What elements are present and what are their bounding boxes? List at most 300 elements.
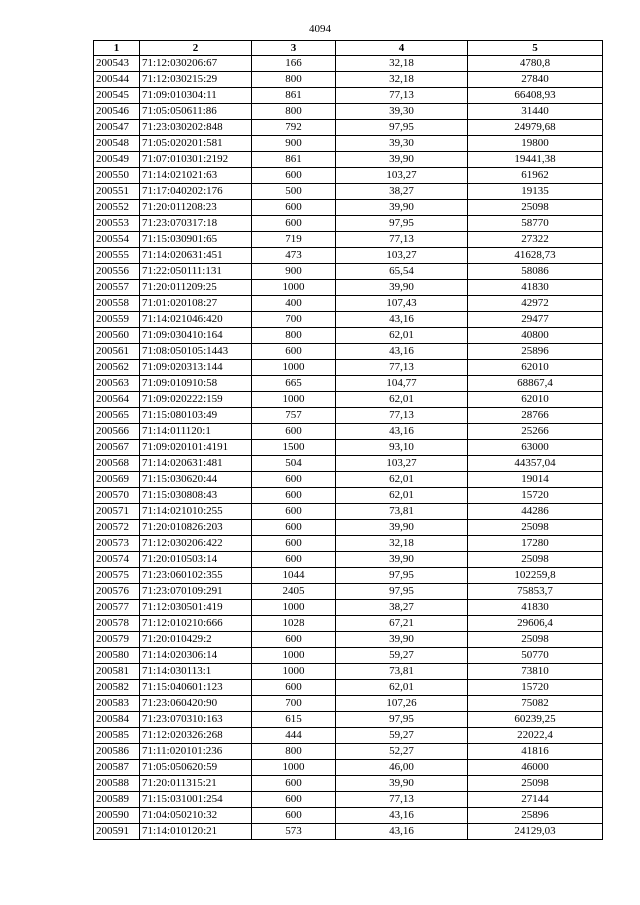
rate-cell: 32,18 — [336, 56, 468, 72]
quantity-cell: 665 — [252, 376, 336, 392]
quantity-cell: 600 — [252, 776, 336, 792]
quantity-cell: 900 — [252, 264, 336, 280]
rate-cell: 73,81 — [336, 504, 468, 520]
cadastral-number-cell: 71:09:010910:58 — [140, 376, 252, 392]
cadastral-number-cell: 71:12:030206:422 — [140, 536, 252, 552]
table-row — [94, 312, 603, 328]
rate-cell: 97,95 — [336, 216, 468, 232]
amount-cell: 19014 — [468, 472, 603, 488]
table-row — [94, 88, 603, 104]
cadastral-number-cell: 71:15:030808:43 — [140, 488, 252, 504]
cadastral-number-cell: 71:07:010301:2192 — [140, 152, 252, 168]
quantity-cell: 1044 — [252, 568, 336, 584]
row-number-cell: 200583 — [94, 696, 140, 712]
rate-cell: 38,27 — [336, 600, 468, 616]
quantity-cell: 800 — [252, 104, 336, 120]
amount-cell: 24979,68 — [468, 120, 603, 136]
row-number-cell: 200589 — [94, 792, 140, 808]
cadastral-number-cell: 71:09:020313:144 — [140, 360, 252, 376]
rate-cell: 39,90 — [336, 520, 468, 536]
row-number-cell: 200586 — [94, 744, 140, 760]
table-row — [94, 440, 603, 456]
amount-cell: 22022,4 — [468, 728, 603, 744]
row-number-cell: 200575 — [94, 568, 140, 584]
rate-cell: 77,13 — [336, 88, 468, 104]
amount-cell: 41628,73 — [468, 248, 603, 264]
quantity-cell: 600 — [252, 536, 336, 552]
cadastral-number-cell: 71:14:030113:1 — [140, 664, 252, 680]
table-row — [94, 776, 603, 792]
amount-cell: 29477 — [468, 312, 603, 328]
table-row — [94, 808, 603, 824]
table-row — [94, 616, 603, 632]
cadastral-number-cell: 71:22:050111:131 — [140, 264, 252, 280]
rate-cell: 107,43 — [336, 296, 468, 312]
table-header — [94, 41, 603, 56]
row-number-cell: 200549 — [94, 152, 140, 168]
quantity-cell: 600 — [252, 200, 336, 216]
table-row — [94, 216, 603, 232]
quantity-cell: 900 — [252, 136, 336, 152]
quantity-cell: 600 — [252, 488, 336, 504]
amount-cell: 25098 — [468, 776, 603, 792]
amount-cell: 25098 — [468, 520, 603, 536]
column-header: 5 — [468, 41, 603, 56]
row-number-cell: 200572 — [94, 520, 140, 536]
rate-cell: 107,26 — [336, 696, 468, 712]
row-number-cell: 200548 — [94, 136, 140, 152]
cadastral-number-cell: 71:14:020631:451 — [140, 248, 252, 264]
table-row — [94, 488, 603, 504]
row-number-cell: 200590 — [94, 808, 140, 824]
table-row — [94, 120, 603, 136]
amount-cell: 31440 — [468, 104, 603, 120]
cadastral-number-cell: 71:23:060102:355 — [140, 568, 252, 584]
amount-cell: 60239,25 — [468, 712, 603, 728]
table-row — [94, 760, 603, 776]
rate-cell: 77,13 — [336, 792, 468, 808]
cadastral-number-cell: 71:15:040601:123 — [140, 680, 252, 696]
amount-cell: 25098 — [468, 632, 603, 648]
row-number-cell: 200563 — [94, 376, 140, 392]
row-number-cell: 200568 — [94, 456, 140, 472]
row-number-cell: 200588 — [94, 776, 140, 792]
table-row — [94, 232, 603, 248]
rate-cell: 62,01 — [336, 680, 468, 696]
rate-cell: 103,27 — [336, 168, 468, 184]
rate-cell: 46,00 — [336, 760, 468, 776]
cadastral-number-cell: 71:14:021010:255 — [140, 504, 252, 520]
row-number-cell: 200574 — [94, 552, 140, 568]
cadastral-number-cell: 71:15:031001:254 — [140, 792, 252, 808]
rate-cell: 52,27 — [336, 744, 468, 760]
row-number-cell: 200571 — [94, 504, 140, 520]
cadastral-number-cell: 71:09:020222:159 — [140, 392, 252, 408]
cadastral-number-cell: 71:20:010503:14 — [140, 552, 252, 568]
cadastral-number-cell: 71:04:050210:32 — [140, 808, 252, 824]
table-row — [94, 328, 603, 344]
rate-cell: 62,01 — [336, 488, 468, 504]
rate-cell: 43,16 — [336, 824, 468, 840]
cadastral-number-cell: 71:17:040202:176 — [140, 184, 252, 200]
cadastral-number-cell: 71:12:030206:67 — [140, 56, 252, 72]
cadastral-number-cell: 71:23:070310:163 — [140, 712, 252, 728]
amount-cell: 25896 — [468, 808, 603, 824]
cadastral-number-cell: 71:15:030901:65 — [140, 232, 252, 248]
rate-cell: 67,21 — [336, 616, 468, 632]
amount-cell: 61962 — [468, 168, 603, 184]
quantity-cell: 600 — [252, 792, 336, 808]
table-row — [94, 728, 603, 744]
row-number-cell: 200579 — [94, 632, 140, 648]
cadastral-number-cell: 71:23:060420:90 — [140, 696, 252, 712]
quantity-cell: 600 — [252, 552, 336, 568]
quantity-cell: 1000 — [252, 760, 336, 776]
rate-cell: 77,13 — [336, 360, 468, 376]
row-number-cell: 200553 — [94, 216, 140, 232]
amount-cell: 75082 — [468, 696, 603, 712]
quantity-cell: 600 — [252, 808, 336, 824]
row-number-cell: 200561 — [94, 344, 140, 360]
row-number-cell: 200550 — [94, 168, 140, 184]
amount-cell: 40800 — [468, 328, 603, 344]
row-number-cell: 200566 — [94, 424, 140, 440]
cadastral-number-cell: 71:20:010826:203 — [140, 520, 252, 536]
rate-cell: 43,16 — [336, 312, 468, 328]
row-number-cell: 200587 — [94, 760, 140, 776]
amount-cell: 41830 — [468, 280, 603, 296]
row-number-cell: 200547 — [94, 120, 140, 136]
amount-cell: 27144 — [468, 792, 603, 808]
table-row — [94, 376, 603, 392]
rate-cell: 39,90 — [336, 200, 468, 216]
quantity-cell: 400 — [252, 296, 336, 312]
quantity-cell: 166 — [252, 56, 336, 72]
quantity-cell: 600 — [252, 424, 336, 440]
amount-cell: 19441,38 — [468, 152, 603, 168]
amount-cell: 46000 — [468, 760, 603, 776]
rate-cell: 93,10 — [336, 440, 468, 456]
table-row — [94, 56, 603, 72]
quantity-cell: 800 — [252, 328, 336, 344]
quantity-cell: 1028 — [252, 616, 336, 632]
quantity-cell: 600 — [252, 344, 336, 360]
cadastral-number-cell: 71:14:020306:14 — [140, 648, 252, 664]
row-number-cell: 200581 — [94, 664, 140, 680]
rate-cell: 103,27 — [336, 456, 468, 472]
row-number-cell: 200582 — [94, 680, 140, 696]
quantity-cell: 800 — [252, 744, 336, 760]
table-row — [94, 168, 603, 184]
row-number-cell: 200577 — [94, 600, 140, 616]
amount-cell: 102259,8 — [468, 568, 603, 584]
rate-cell: 104,77 — [336, 376, 468, 392]
row-number-cell: 200591 — [94, 824, 140, 840]
amount-cell: 68867,4 — [468, 376, 603, 392]
table-row — [94, 392, 603, 408]
quantity-cell: 1000 — [252, 280, 336, 296]
amount-cell: 75853,7 — [468, 584, 603, 600]
rate-cell: 39,30 — [336, 104, 468, 120]
rate-cell: 39,90 — [336, 776, 468, 792]
quantity-cell: 2405 — [252, 584, 336, 600]
cadastral-number-cell: 71:12:030501:419 — [140, 600, 252, 616]
quantity-cell: 600 — [252, 216, 336, 232]
table-row — [94, 424, 603, 440]
amount-cell: 15720 — [468, 680, 603, 696]
cadastral-number-cell: 71:20:011208:23 — [140, 200, 252, 216]
row-number-cell: 200554 — [94, 232, 140, 248]
table-row — [94, 632, 603, 648]
cadastral-number-cell: 71:14:010120:21 — [140, 824, 252, 840]
quantity-cell: 600 — [252, 520, 336, 536]
row-number-cell: 200570 — [94, 488, 140, 504]
row-number-cell: 200584 — [94, 712, 140, 728]
cadastral-number-cell: 71:09:010304:11 — [140, 88, 252, 104]
quantity-cell: 444 — [252, 728, 336, 744]
rate-cell: 32,18 — [336, 72, 468, 88]
amount-cell: 19800 — [468, 136, 603, 152]
rate-cell: 32,18 — [336, 536, 468, 552]
table-row — [94, 360, 603, 376]
cadastral-number-cell: 71:12:010210:666 — [140, 616, 252, 632]
amount-cell: 27840 — [468, 72, 603, 88]
quantity-cell: 700 — [252, 312, 336, 328]
rate-cell: 39,90 — [336, 552, 468, 568]
amount-cell: 63000 — [468, 440, 603, 456]
table-row — [94, 584, 603, 600]
row-number-cell: 200544 — [94, 72, 140, 88]
amount-cell: 28766 — [468, 408, 603, 424]
cadastral-number-cell: 71:23:070317:18 — [140, 216, 252, 232]
table-row — [94, 552, 603, 568]
amount-cell: 62010 — [468, 360, 603, 376]
rate-cell: 73,81 — [336, 664, 468, 680]
rate-cell: 65,54 — [336, 264, 468, 280]
cadastral-number-cell: 71:14:011120:1 — [140, 424, 252, 440]
amount-cell: 41830 — [468, 600, 603, 616]
row-number-cell: 200585 — [94, 728, 140, 744]
rate-cell: 43,16 — [336, 808, 468, 824]
cadastral-number-cell: 71:23:030202:848 — [140, 120, 252, 136]
column-header: 1 — [94, 41, 140, 56]
table-row — [94, 248, 603, 264]
quantity-cell: 700 — [252, 696, 336, 712]
row-number-cell: 200559 — [94, 312, 140, 328]
amount-cell: 15720 — [468, 488, 603, 504]
table-row — [94, 184, 603, 200]
quantity-cell: 615 — [252, 712, 336, 728]
column-header: 3 — [252, 41, 336, 56]
table-row — [94, 104, 603, 120]
quantity-cell: 757 — [252, 408, 336, 424]
table-row — [94, 568, 603, 584]
quantity-cell: 600 — [252, 504, 336, 520]
rate-cell: 39,90 — [336, 632, 468, 648]
table-row — [94, 712, 603, 728]
amount-cell: 58770 — [468, 216, 603, 232]
amount-cell: 25896 — [468, 344, 603, 360]
cadastral-number-cell: 71:05:050620:59 — [140, 760, 252, 776]
cadastral-number-cell: 71:20:010429:2 — [140, 632, 252, 648]
table-row — [94, 72, 603, 88]
cadastral-number-cell: 71:09:020101:4191 — [140, 440, 252, 456]
amount-cell: 4780,8 — [468, 56, 603, 72]
rate-cell: 39,90 — [336, 152, 468, 168]
amount-cell: 62010 — [468, 392, 603, 408]
row-number-cell: 200569 — [94, 472, 140, 488]
row-number-cell: 200560 — [94, 328, 140, 344]
amount-cell: 44357,04 — [468, 456, 603, 472]
table-row — [94, 264, 603, 280]
table-row — [94, 792, 603, 808]
amount-cell: 42972 — [468, 296, 603, 312]
rate-cell: 43,16 — [336, 344, 468, 360]
row-number-cell: 200580 — [94, 648, 140, 664]
quantity-cell: 504 — [252, 456, 336, 472]
quantity-cell: 800 — [252, 72, 336, 88]
column-header: 2 — [140, 41, 252, 56]
cadastral-number-cell: 71:01:020108:27 — [140, 296, 252, 312]
quantity-cell: 861 — [252, 152, 336, 168]
quantity-cell: 600 — [252, 680, 336, 696]
amount-cell: 24129,03 — [468, 824, 603, 840]
table-row — [94, 744, 603, 760]
quantity-cell: 473 — [252, 248, 336, 264]
cadastral-number-cell: 71:12:020326:268 — [140, 728, 252, 744]
quantity-cell: 792 — [252, 120, 336, 136]
amount-cell: 25266 — [468, 424, 603, 440]
row-number-cell: 200551 — [94, 184, 140, 200]
column-header: 4 — [336, 41, 468, 56]
table-row — [94, 472, 603, 488]
row-number-cell: 200556 — [94, 264, 140, 280]
table-row — [94, 648, 603, 664]
data-table — [93, 40, 603, 840]
quantity-cell: 600 — [252, 168, 336, 184]
table-row — [94, 600, 603, 616]
amount-cell: 73810 — [468, 664, 603, 680]
table-body — [94, 56, 603, 840]
amount-cell: 41816 — [468, 744, 603, 760]
table-row — [94, 680, 603, 696]
cadastral-number-cell: 71:14:020631:481 — [140, 456, 252, 472]
table-row — [94, 296, 603, 312]
row-number-cell: 200557 — [94, 280, 140, 296]
quantity-cell: 719 — [252, 232, 336, 248]
rate-cell: 43,16 — [336, 424, 468, 440]
rate-cell: 38,27 — [336, 184, 468, 200]
row-number-cell: 200567 — [94, 440, 140, 456]
table-row — [94, 664, 603, 680]
row-number-cell: 200543 — [94, 56, 140, 72]
quantity-cell: 861 — [252, 88, 336, 104]
rate-cell: 39,90 — [336, 280, 468, 296]
cadastral-number-cell: 71:12:030215:29 — [140, 72, 252, 88]
row-number-cell: 200564 — [94, 392, 140, 408]
quantity-cell: 600 — [252, 632, 336, 648]
rate-cell: 62,01 — [336, 328, 468, 344]
table-row — [94, 504, 603, 520]
cadastral-number-cell: 71:05:020201:581 — [140, 136, 252, 152]
row-number-cell: 200555 — [94, 248, 140, 264]
page-number: 4094 — [309, 23, 331, 35]
rate-cell: 62,01 — [336, 392, 468, 408]
table-row — [94, 344, 603, 360]
amount-cell: 17280 — [468, 536, 603, 552]
table-row — [94, 536, 603, 552]
cadastral-number-cell: 71:20:011209:25 — [140, 280, 252, 296]
rate-cell: 39,30 — [336, 136, 468, 152]
table-row — [94, 520, 603, 536]
amount-cell: 50770 — [468, 648, 603, 664]
rate-cell: 77,13 — [336, 408, 468, 424]
table-row — [94, 824, 603, 840]
table-row — [94, 408, 603, 424]
row-number-cell: 200545 — [94, 88, 140, 104]
quantity-cell: 1000 — [252, 648, 336, 664]
cadastral-number-cell: 71:09:030410:164 — [140, 328, 252, 344]
header-row — [94, 41, 603, 56]
rate-cell: 97,95 — [336, 120, 468, 136]
row-number-cell: 200552 — [94, 200, 140, 216]
rate-cell: 62,01 — [336, 472, 468, 488]
amount-cell: 25098 — [468, 200, 603, 216]
cadastral-number-cell: 71:05:050611:86 — [140, 104, 252, 120]
table-row — [94, 696, 603, 712]
quantity-cell: 1000 — [252, 360, 336, 376]
cadastral-number-cell: 71:08:050105:1443 — [140, 344, 252, 360]
amount-cell: 19135 — [468, 184, 603, 200]
table-row — [94, 200, 603, 216]
table-row — [94, 152, 603, 168]
amount-cell: 29606,4 — [468, 616, 603, 632]
rate-cell: 77,13 — [336, 232, 468, 248]
cadastral-number-cell: 71:15:030620:44 — [140, 472, 252, 488]
table-row — [94, 136, 603, 152]
rate-cell: 97,95 — [336, 712, 468, 728]
rate-cell: 97,95 — [336, 584, 468, 600]
cadastral-number-cell: 71:14:021046:420 — [140, 312, 252, 328]
row-number-cell: 200546 — [94, 104, 140, 120]
amount-cell: 44286 — [468, 504, 603, 520]
amount-cell: 25098 — [468, 552, 603, 568]
row-number-cell: 200565 — [94, 408, 140, 424]
rate-cell: 59,27 — [336, 728, 468, 744]
quantity-cell: 1000 — [252, 392, 336, 408]
quantity-cell: 1000 — [252, 664, 336, 680]
quantity-cell: 600 — [252, 472, 336, 488]
quantity-cell: 500 — [252, 184, 336, 200]
quantity-cell: 1000 — [252, 600, 336, 616]
row-number-cell: 200576 — [94, 584, 140, 600]
quantity-cell: 573 — [252, 824, 336, 840]
cadastral-number-cell: 71:14:021021:63 — [140, 168, 252, 184]
cadastral-number-cell: 71:23:070109:291 — [140, 584, 252, 600]
rate-cell: 103,27 — [336, 248, 468, 264]
table-row — [94, 456, 603, 472]
cadastral-number-cell: 71:11:020101:236 — [140, 744, 252, 760]
row-number-cell: 200558 — [94, 296, 140, 312]
quantity-cell: 1500 — [252, 440, 336, 456]
row-number-cell: 200578 — [94, 616, 140, 632]
cadastral-number-cell: 71:15:080103:49 — [140, 408, 252, 424]
amount-cell: 66408,93 — [468, 88, 603, 104]
cadastral-number-cell: 71:20:011315:21 — [140, 776, 252, 792]
rate-cell: 97,95 — [336, 568, 468, 584]
table-row — [94, 280, 603, 296]
rate-cell: 59,27 — [336, 648, 468, 664]
